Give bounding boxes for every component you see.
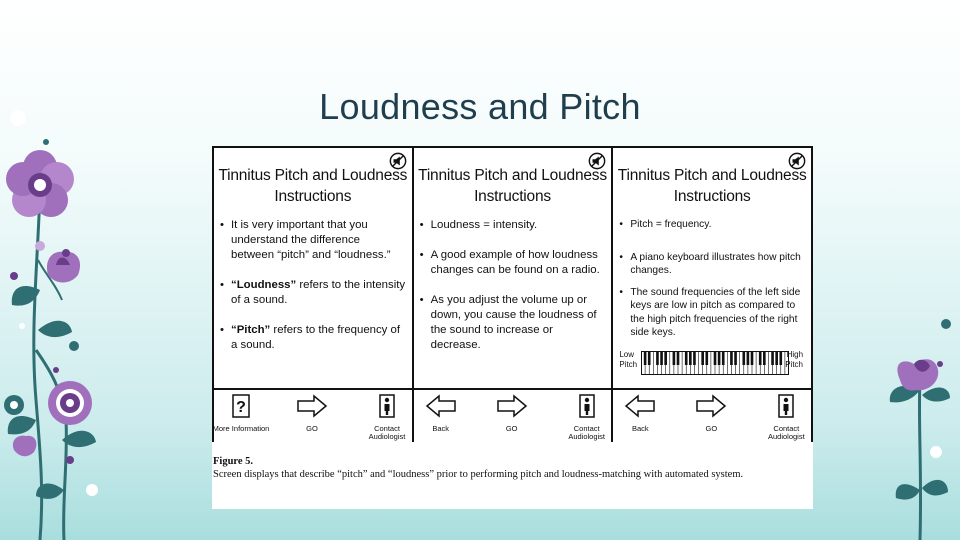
bullet-list bbox=[414, 208, 612, 353]
panel-title-line1: Tinnitus Pitch and Loudness bbox=[617, 167, 807, 184]
back-button[interactable] bbox=[610, 394, 670, 433]
bullet-list bbox=[613, 208, 811, 340]
contact-audiologist-button[interactable] bbox=[557, 394, 617, 441]
button-label: Contact Audiologist bbox=[368, 424, 406, 441]
panel-title-line1: Tinnitus Pitch and Loudness bbox=[418, 167, 607, 184]
contact-audiologist-button[interactable] bbox=[756, 394, 816, 441]
button-label: More Information bbox=[212, 424, 270, 433]
screen-panel-2 bbox=[414, 148, 614, 440]
arrow-left-icon bbox=[425, 394, 457, 418]
panel-title-line2: Instructions bbox=[274, 188, 352, 205]
panel-title-line2: Instructions bbox=[474, 188, 551, 205]
high-label-line2: Pitch bbox=[785, 360, 804, 369]
panel-title bbox=[613, 165, 811, 207]
figure-image bbox=[212, 146, 813, 509]
button-label: GO bbox=[505, 424, 518, 433]
figure-caption-title: Figure 5. bbox=[213, 456, 254, 467]
svg-text:?: ? bbox=[236, 399, 246, 416]
piano-keyboard-icon bbox=[641, 351, 789, 375]
screen-panel-1 bbox=[214, 148, 414, 440]
more-information-button[interactable] bbox=[211, 394, 271, 433]
arrow-left-icon bbox=[624, 394, 656, 418]
go-button[interactable] bbox=[282, 394, 342, 433]
low-pitch-label bbox=[619, 350, 637, 370]
list-item: • It is very important that you understand the difference between “pitch” and “loudness.” bbox=[231, 218, 406, 263]
panel-footer bbox=[613, 388, 811, 446]
button-label: GO bbox=[306, 424, 318, 433]
list-item: • Pitch = frequency. bbox=[630, 218, 805, 232]
list-item: • A piano keyboard illustrates how pitch changes. bbox=[630, 251, 805, 278]
go-button[interactable] bbox=[681, 394, 741, 433]
figure-caption-text: Screen displays that describe “pitch” and “loudness” prior to performing pitch and loudness-matching with automated system. bbox=[213, 469, 744, 480]
arrow-right-icon bbox=[296, 394, 328, 418]
list-item: • “Loudness” refers to the intensity of a sound. bbox=[231, 278, 406, 308]
low-label-line1: Low bbox=[619, 350, 635, 359]
left-floral-decoration bbox=[0, 100, 110, 540]
panel-title bbox=[214, 165, 412, 207]
panel-footer bbox=[214, 388, 412, 446]
button-label: Contact Audiologist bbox=[767, 424, 805, 441]
question-icon bbox=[232, 394, 250, 418]
panel-header bbox=[214, 148, 412, 208]
panel-title bbox=[414, 165, 612, 207]
list-item: • A good example of how loudness changes can be found on a radio. bbox=[431, 248, 606, 278]
list-item: • “Pitch” refers to the frequency of a sound. bbox=[231, 323, 406, 353]
audiologist-icon bbox=[379, 394, 395, 418]
bullet-list bbox=[214, 208, 412, 353]
audiologist-icon bbox=[579, 394, 595, 418]
piano-illustration bbox=[617, 350, 807, 376]
slide-title: Loudness and Pitch bbox=[319, 86, 641, 127]
back-button[interactable] bbox=[411, 394, 471, 433]
right-floral-decoration bbox=[870, 300, 960, 540]
list-item: • As you adjust the volume up or down, you cause the loudness of the sound to increase or decrease. bbox=[431, 293, 606, 353]
panel-title-line1: Tinnitus Pitch and Loudness bbox=[218, 167, 408, 184]
low-label-line2: Pitch bbox=[619, 360, 638, 369]
arrow-right-icon bbox=[496, 394, 528, 418]
button-label: Back bbox=[432, 424, 450, 433]
arrow-right-icon bbox=[695, 394, 727, 418]
list-item: • Loudness = intensity. bbox=[431, 218, 606, 233]
panel-footer bbox=[414, 388, 612, 446]
high-pitch-label bbox=[785, 350, 803, 370]
audiologist-icon bbox=[778, 394, 794, 418]
button-label: GO bbox=[705, 424, 718, 433]
panel-header bbox=[613, 148, 811, 208]
go-button[interactable] bbox=[482, 394, 542, 433]
contact-audiologist-button[interactable] bbox=[357, 394, 417, 441]
screen-panel-3 bbox=[613, 148, 811, 440]
flower-icon bbox=[6, 150, 74, 217]
high-label-line1: High bbox=[786, 350, 804, 359]
panel-title-line2: Instructions bbox=[673, 188, 751, 205]
button-label: Contact Audiologist bbox=[568, 424, 606, 441]
list-item: • The sound frequencies of the left side keys are low in pitch as compared to the high pitch frequencies of the right side keys. bbox=[630, 286, 805, 340]
button-label: Back bbox=[632, 424, 649, 433]
screen-panels bbox=[212, 146, 813, 442]
panel-header bbox=[414, 148, 612, 208]
